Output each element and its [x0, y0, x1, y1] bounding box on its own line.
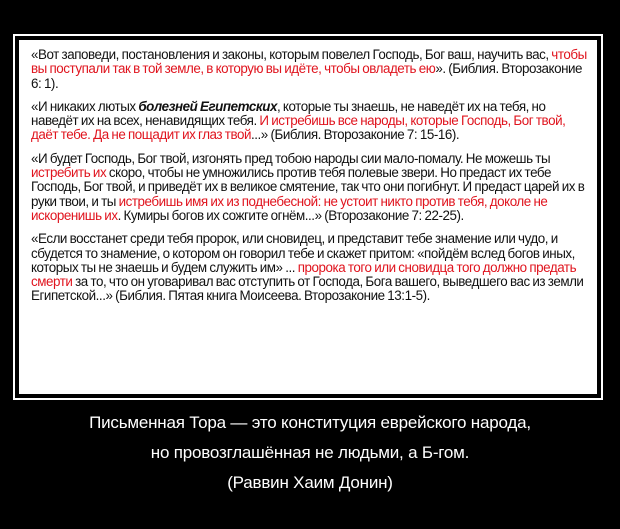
quote-text: за то, что он уговаривал вас отступить от Господа, Бога вашего, выведшего вас из земли Египетской...» (Библия. Пятая книга Моисеева. Второзаконие 13:1-5). — [31, 274, 584, 304]
quote-paragraph-4 — [31, 232, 587, 303]
quote-paragraph-3 — [31, 152, 587, 223]
quote-text: «И будет Господь, Бог твой, изгонять пред тобою народы сии мало-помалу. Не можешь ты — [31, 150, 551, 166]
caption-line-1: Письменная Тора — это конституция еврейского народа, — [89, 413, 531, 432]
quote-text: скоро, чтобы не умножились против тебя полевые звери. Но предаст их тебе Господь, Бог твой, и приведёт их в великое смятение, так что они погибнут. И предаст царей их в руки твои, и ты — [31, 165, 585, 209]
quote-text: ...» (Библия. Второзаконие 7: 15-16). — [251, 127, 460, 143]
quote-frame — [13, 34, 603, 400]
quote-text: . Кумиры богов их сожгите огнём...» (Второзаконие 7: 22-25). — [117, 207, 464, 223]
highlighted-text: истребить их — [31, 165, 107, 181]
quote-text: «Вот заповеди, постановления и законы, которым повелел Господь, Бог ваш, научить вас, — [31, 47, 552, 62]
caption — [0, 408, 620, 498]
quote-text: , которые ты знаешь, не наведёт их на тебя, но наведёт их на всех, ненавидящих тебя. — [31, 98, 546, 129]
quote-paragraph-1 — [31, 48, 587, 91]
highlighted-text: пророка того или сновидца того должно предать смерти — [31, 259, 577, 290]
quote-paragraph-2 — [31, 100, 587, 143]
quotes-panel — [19, 40, 597, 394]
quote-text: «И никаких лютых — [31, 98, 139, 114]
caption-line-2: но провозглашённая не людьми, а Б-гом. — [150, 443, 470, 462]
highlighted-text: чтобы вы поступали так в той земле, в которую вы идёте, чтобы овладеть ею — [31, 47, 587, 77]
caption-line-3: (Раввин Хаим Донин) — [227, 473, 393, 492]
highlighted-text: И истребишь все народы, которые Господь, Бог твой, даёт тебе. Да не пощадит их глаз твой — [31, 113, 566, 143]
highlighted-text: истребишь имя их из поднебесной: не устоит никто против тебя, доколе не искоренишь их — [31, 193, 548, 223]
quote-text: «Если восстанет среди тебя пророк, или сновидец, и представит тебе знамение или чудо, и сбудется то знамение, о котором он говорил тебе и скажет притом: «пойдём вслед богов иных, которых ты не знаешь и будем служить им» ... — [31, 231, 575, 275]
quote-text: ». (Библия. Второзаконие 6: 1). — [31, 61, 583, 91]
emphasis-text: болезней Египетских — [138, 98, 277, 114]
